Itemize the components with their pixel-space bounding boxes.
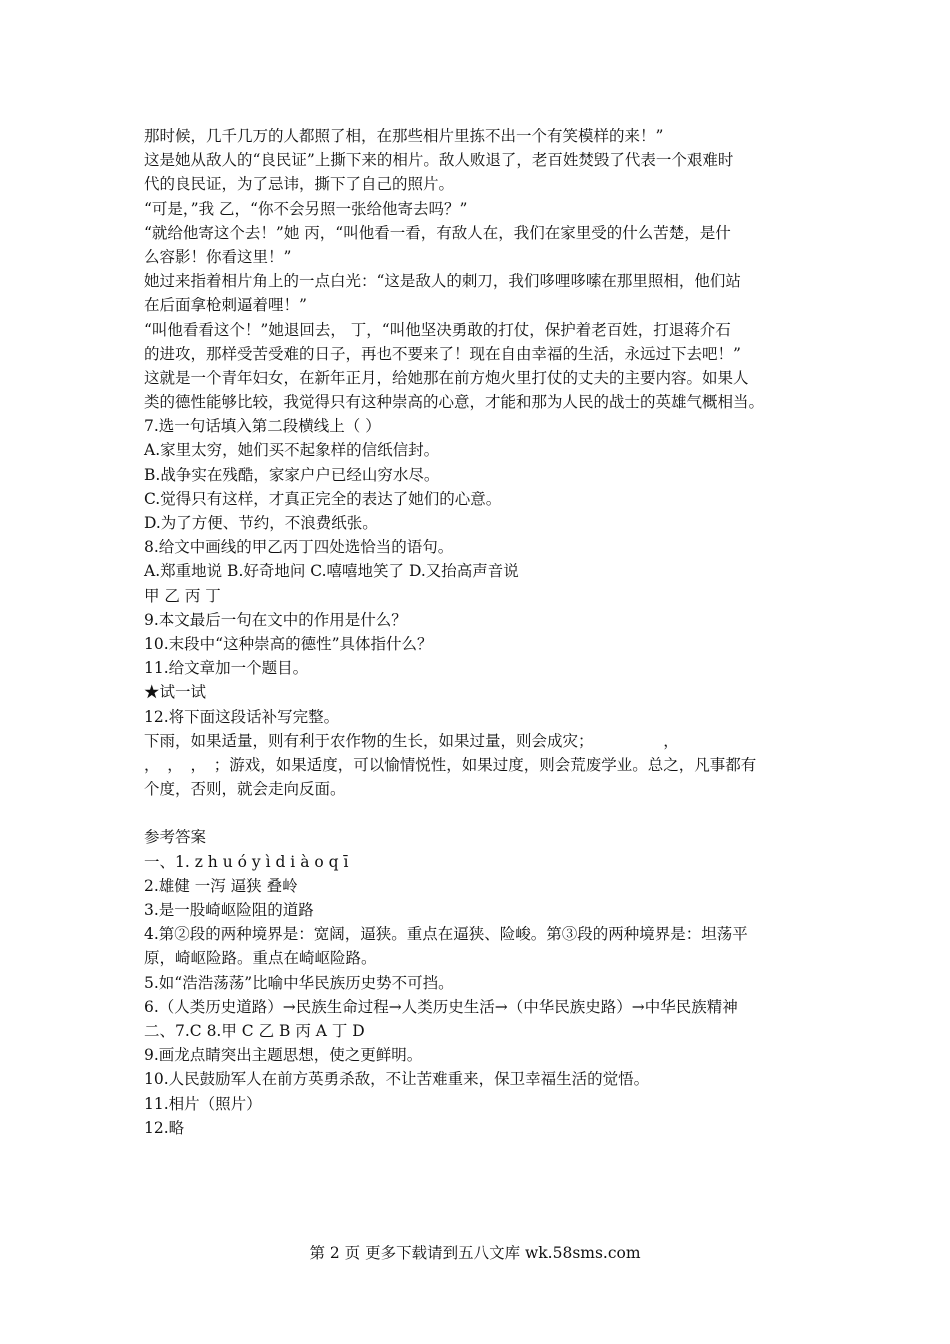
passage-line: 么容影！你看这里！” <box>144 247 292 266</box>
question-line: C.觉得只有这样，才真正完全的表达了她们的心意。 <box>144 489 502 508</box>
questions <box>144 414 814 801</box>
question-line: 11.给文章加一个题目。 <box>144 659 309 678</box>
passage-line: 那时候，几千几万的人都照了相，在那些相片里拣不出一个有笑模样的来！” <box>144 127 664 145</box>
answer-line: 6.（人类历史道路）→民族生命过程→人类历史生活→（中华民族史路）→中华民族精神 <box>144 997 738 1016</box>
passage-line: 这就是一个青年妇女，在新年正月，给她那在前方炮火里打仗的丈夫的主要内容。如果人 <box>144 368 749 387</box>
document-body <box>144 124 814 1140</box>
passage-line: 代的良民证，为了忌讳，撕下了自己的照片。 <box>144 175 455 194</box>
answer-line: 一、1. z h u ó y ì d i à o q ī <box>144 852 349 871</box>
question-line: 9.本文最后一句在文中的作用是什么？ <box>144 610 407 629</box>
answers <box>144 825 814 1139</box>
passage-line: 她过来指着相片角上的一点白光：“这是敌人的刺刀，我们哆哩哆嗦在那里照相，他们站 <box>144 272 741 291</box>
question-line: D.为了方便、节约，不浪费纸张。 <box>144 514 378 532</box>
passage-line: 类的德性能够比较，我觉得只有这种崇高的心意，才能和那为人民的战士的英雄气概相当。 <box>144 393 765 412</box>
answer-line: 4.第②段的两种境界是：宽阔，逼狭。重点在逼狭、险峻。第③段的两种境界是：坦荡平 <box>144 925 748 944</box>
passage-line: “叫他看看这个！”她退回去， 丁，“叫他坚决勇敢的打仗，保护着老百姓，打退蒋介石 <box>144 320 731 339</box>
answer-line: 11.相片（照片） <box>144 1094 262 1113</box>
passage-line: 在后面拿枪刺逼着哩！” <box>144 296 307 315</box>
answer-line: 5.如“浩浩荡荡”比喻中华民族历史势不可挡。 <box>144 973 454 992</box>
page-footer: 第 2 页 更多下载请到五八文库 wk.58sms.com <box>309 1244 641 1262</box>
question-line: ， ， ， ；游戏，如果适度，可以愉情悦性，如果过度，则会荒废学业。总之，凡事都有 <box>144 755 757 774</box>
answer-line: 9.画龙点睛突出主题思想，使之更鲜明。 <box>144 1046 423 1065</box>
spacer <box>144 801 814 825</box>
answer-line: 2.雄健 一泻 逼狭 叠岭 <box>144 876 298 895</box>
question-line: 7.选一句话填入第二段横线上（ ） <box>144 417 381 436</box>
question-line: A.家里太穷，她们买不起象样的信纸信封。 <box>144 441 440 460</box>
answers-heading: 参考答案 <box>144 828 207 847</box>
question-line: 下雨，如果适量，则有利于农作物的生长，如果过量，则会成灾； ， <box>144 731 679 750</box>
question-line: 8.给文中画线的甲乙丙丁四处选恰当的语句。 <box>144 538 454 557</box>
answer-line: 12.略 <box>144 1118 185 1137</box>
passage <box>144 124 814 414</box>
question-line: 12.将下面这段话补写完整。 <box>144 707 340 726</box>
passage-line: “可是，”我 乙，“你不会另照一张给他寄去吗？” <box>144 199 468 218</box>
question-line: 10.末段中“这种崇高的德性”具体指什么？ <box>144 634 433 653</box>
answer-line: 二、7.C 8.甲 C 乙 B 丙 A 丁 D <box>144 1021 365 1040</box>
passage-line: 的进攻，那样受苦受难的日子，再也不要来了！现在自由幸福的生活，永远过下去吧！” <box>144 344 741 363</box>
question-line: A.郑重地说 B.好奇地问 C.嘻嘻地笑了 D.又抬高声音说 <box>144 562 519 581</box>
passage-line: “就给他寄这个去！”她 丙，“叫他看一看，有敌人在，我们在家里受的什么苦楚，是什 <box>144 223 731 242</box>
passage-line: 这是她从敌人的“良民证”上撕下来的相片。敌人败退了，老百姓焚毁了代表一个艰难时 <box>144 151 734 170</box>
question-line: 甲 乙 丙 丁 <box>144 586 221 605</box>
question-line: 个度，否则，就会走向反面。 <box>144 780 346 799</box>
section-heading: ★试一试 <box>144 683 207 702</box>
question-line: B.战争实在残酷，家家户户已经山穷水尽。 <box>144 465 440 484</box>
answer-line: 10.人民鼓励军人在前方英勇杀敌，不让苦难重来，保卫幸福生活的觉悟。 <box>144 1070 650 1089</box>
answer-line: 原，崎岖险路。重点在崎岖险路。 <box>144 949 377 968</box>
answer-line: 3.是一股崎岖险阻的道路 <box>144 901 314 919</box>
